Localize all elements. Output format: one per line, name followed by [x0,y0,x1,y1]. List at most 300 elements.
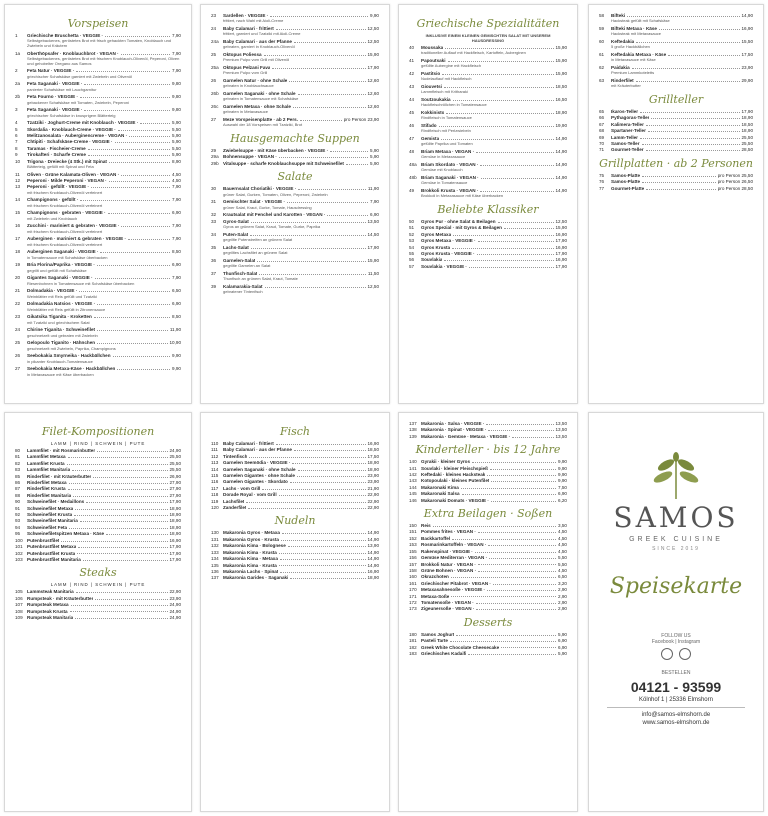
leader-dots [298,467,366,471]
leader-dots [450,638,556,642]
leader-dots [488,542,556,546]
leader-dots [298,91,366,95]
item-price: 26,90 [169,473,181,479]
leader-dots [251,219,366,223]
item-description: mit frischem Knoblauch-Olivenöl verfeinert [27,241,103,247]
item-price: 7,90 [172,223,181,229]
item-description: Weinblätter mit Reis gefüllt in Zitronensauce [27,306,106,312]
item-price: 8,50 [172,314,181,320]
item-number: 3 [15,107,18,113]
item-number: 151 [409,529,417,535]
item-price: 7,90 [172,236,181,242]
item-description: Selbstgebackenes, geröstetes Brot mit frischem Knoblauch-Olivenöl, Peperoni, Oliven und gehobelter Oregano aus Samos [27,56,180,66]
menu-item [15,107,181,112]
item-price: 9,90 [558,472,567,478]
item-price: 6,90 [558,644,567,650]
item-number: 24 [211,26,217,31]
item-name: Gikatsika Tiganita · Kroketten [27,314,92,320]
item-name: Taramas · Fischeier-Creme [27,145,86,151]
item-description: Hacksteak gefüllt mit Schafskäse [611,18,670,24]
item-price: 21,90 [367,485,379,491]
section-title-filet: Filet-Kompositionen [41,425,155,438]
menu-item [211,467,379,472]
item-number: 150 [409,523,417,529]
menu-item [409,638,567,643]
item-name: Pasteli Tarte [421,638,448,644]
item-price: 17,90 [169,499,181,505]
item-price: 7,90 [172,275,181,281]
menu-item [15,486,181,491]
leader-dots [478,568,556,572]
item-name: Peperoni · gefüllt · VEGGIE · [27,184,90,190]
leader-dots [77,551,167,555]
item-name: Rumpsteak Krusta [27,608,68,614]
item-price: 12,60 [367,78,379,83]
section-title-salate: Salate [277,170,313,184]
item-name: Lachsfilet [223,498,245,504]
item-number: 114 [211,466,219,472]
leader-dots [74,512,167,516]
item-number: 92 [15,512,21,518]
menu-item [15,512,181,517]
leader-dots [80,518,168,522]
leader-dots [472,459,556,463]
item-name: Gyros Metaxa · VEGGIE · [421,238,476,244]
item-number: 140 [409,459,417,465]
leader-dots [68,454,168,458]
leader-dots [84,81,170,85]
menu-item [409,651,567,656]
menu-item [409,466,567,471]
item-name: Champignons · gebraten · VEGGIE · [27,210,106,216]
item-description: gebraten in Metaxasauce [223,109,268,115]
item-price: 15,90 [555,45,567,50]
menu-item [599,179,753,184]
item-name: Schweinefilet · Medaillons [27,499,85,505]
leader-dots [257,258,365,262]
item-price: 14,90 [555,149,567,154]
item-number: 29 [211,148,217,153]
item-price: 12,60 [367,91,379,96]
item-number: 4 [15,120,18,126]
facebook-icon[interactable] [661,648,673,660]
leader-dots [488,427,553,431]
item-name: Dolmadakia Natsios · VEGGIE · [27,301,96,307]
item-name: Samos-Platte [611,172,641,178]
menu-item [409,529,567,534]
item-description: Rindfleisch in Tomatensauce [421,115,472,121]
item-name: Ikaros-Teller [611,109,638,114]
item-number: 83 [15,467,21,473]
phone-number[interactable]: 04121 - 93599 [630,679,722,695]
list-vorspeisen [15,33,181,377]
leader-dots [106,531,167,535]
leader-dots [280,556,366,560]
item-description: Riesenbohnen in Tomatensauce mit Schafskäse überbacken [27,280,135,286]
item-number: 25a [211,65,219,70]
item-name: Rinderfilet · mit Kräuterbutter [27,473,92,479]
item-name: Bauernsalat Choriatiki · VEGGIE · [223,186,297,192]
menu-item [211,563,379,568]
menu-item [15,133,181,138]
item-name: Puten-Salat [223,231,249,237]
item-price: 22,90 [367,498,379,504]
menu-item [409,257,567,262]
leader-dots [442,71,553,75]
menu-item [409,523,567,528]
item-number: 173 [409,606,417,612]
item-name: Makaronia Lachs · Spinat [223,568,279,574]
item-price: 12,50 [555,219,567,224]
item-number: 42 [409,71,415,76]
list-seafood [211,13,379,128]
menu-item [409,427,567,432]
item-number: 15 [15,210,21,216]
item-number: 81 [15,454,21,460]
menu-item [211,537,379,542]
menu-item [211,492,379,497]
item-number: 111 [211,447,218,453]
item-name: Tintenfisch [223,453,248,459]
list-classics [409,219,567,269]
item-price: 12,60 [367,104,379,109]
list-desserts [409,632,567,657]
section-title-kinderteller: Kinderteller · bis 12 Jahre [415,443,561,457]
leader-dots [117,366,170,370]
item-price: 2,90 [558,593,567,599]
email-link[interactable]: info@samos-elmshorn.de [641,712,711,718]
item-name: Pythagoras-Teller [611,115,650,121]
item-number: 157 [409,561,417,567]
list-steaks [15,589,181,620]
social-icons [599,648,753,660]
item-number: 146 [409,497,417,503]
item-price: 14,90 [367,536,379,542]
item-price: pro Person 26,50 [717,179,753,185]
item-number: 113 [211,460,219,466]
item-number: 118 [211,492,219,498]
item-number: 23 [211,13,217,18]
menu-item [599,186,753,191]
item-name: Makaronia Gyros · Krusta [223,536,279,542]
leader-dots [128,236,170,240]
address: Kölnhof 1 | 25336 Elmshorn [639,697,713,703]
item-price: 7,50 [558,484,567,490]
item-number: 105 [15,589,23,595]
item-name: Garnelen Saganaki · ohne Schale [223,466,296,472]
item-number: 31 [211,199,217,205]
item-name: Feta Saganaki · VEGGIE · [27,81,83,87]
item-price: 18,90 [169,512,181,518]
item-price: pro Person 23,90 [343,117,379,122]
item-name: Seebokakia Metaxa-Käse · Hackbällchen [27,366,116,372]
item-number: 37 [211,270,217,276]
item-number: 9 [15,152,18,158]
menu-item [409,645,567,650]
item-number: 135 [211,562,219,568]
item-price: 4,50 [558,548,567,554]
item-price: 5,90 [370,160,379,166]
item-number: 8 [15,145,18,151]
item-name: Auberginen Saganaki · VEGGIE · [27,249,99,255]
item-name: Rinderfilet [611,78,634,83]
item-number: 102 [15,550,23,556]
item-price: 12,50 [367,26,379,31]
item-number: 48b [409,175,417,180]
menu-item [409,245,567,250]
web-link[interactable]: www.samos-elmshorn.de [642,720,710,726]
item-number: 27 [15,366,21,372]
leader-dots [486,421,553,425]
leader-dots [642,173,716,177]
item-price: 16,90 [169,537,181,543]
item-price: 16,90 [367,441,379,446]
item-name: Keftedakia Metaxa · Käse [611,52,667,57]
item-price: 18,50 [741,121,753,127]
item-number: 26 [15,353,21,359]
item-name: Rinderfilet Krusta [27,486,66,492]
leader-dots [451,594,556,598]
item-price: 3,50 [558,523,567,529]
leader-dots [75,615,167,619]
section-title-spezialitaeten: Griechische Spezialitäten [416,17,560,30]
item-name: Rakenspinat · VEGGIE · [421,548,473,554]
item-name: Sardellen · VEGGIE · [223,13,269,18]
leader-dots [646,186,716,190]
leader-dots [246,499,365,503]
item-number: 30 [211,186,217,192]
menu-item [211,441,379,446]
menu-item [409,600,567,605]
leader-dots [248,505,365,509]
divider [607,707,745,708]
list-specialties [409,45,567,199]
leader-dots [451,574,556,578]
item-name: Kotopoulaki · kleines Putenfilet [421,478,490,484]
item-name: Pastitsio [421,71,441,76]
item-name: Kokkinisto [421,110,445,115]
section-title-steaks: Steaks [79,566,117,580]
follow-label: FOLLOW US [661,633,691,639]
menu-item [15,493,181,498]
item-number: 119 [211,498,219,504]
item-name: Garnelen Gigantes · ohne Schale [223,473,295,479]
leader-dots [493,581,556,585]
leader-dots [452,536,556,540]
leader-dots [68,486,168,490]
leader-dots [512,434,553,438]
item-price: 18,90 [169,531,181,537]
menu-item [211,186,379,191]
menu-item [15,557,181,562]
menu-item [15,499,181,504]
item-name: Gyros Spezial · mit Gyros & Beilagen [421,225,502,231]
item-number: 1 [15,33,18,38]
menu-item [599,147,753,152]
leader-dots [71,602,168,606]
menu-item [409,225,567,230]
menu-item [15,127,181,132]
leader-dots [76,589,168,593]
menu-item [409,555,567,560]
item-description: mit Tzatziki und griechischem Salat [27,319,90,325]
leader-dots [446,110,553,114]
leader-dots [262,486,365,490]
leader-dots [251,245,366,249]
item-number: 143 [409,478,417,484]
item-name: Metaxasahnesoße · VEGGIE · [421,587,486,593]
item-number: 5 [15,126,18,132]
list-salads [211,186,379,294]
item-price: 14,90 [367,556,379,562]
item-price: 17,90 [555,238,567,244]
item-price: 18,90 [169,524,181,530]
item-number: 112 [211,453,219,459]
item-price: 6,90 [172,262,181,268]
item-price: 5,90 [370,154,379,160]
leader-dots [640,109,740,113]
leader-dots [289,78,365,82]
leader-dots [648,128,740,132]
menu-item [15,152,181,157]
item-price: 10,90 [169,340,181,346]
item-number: 47 [409,136,415,141]
item-name: Champignons · gefüllt · [27,197,79,203]
item-price: 17,50 [367,453,379,459]
item-price: 4,50 [172,171,181,177]
leader-dots [109,159,170,163]
item-number: 33 [211,218,217,224]
item-name: Seebokakia Smyrneika · Hackbällchen [27,353,111,359]
leader-dots [300,117,342,121]
item-name: Lammfilet Metaxa [27,454,66,460]
leader-dots [93,474,167,478]
item-name: Makaronia · Salsa · VEGGIE · [421,421,485,426]
leader-dots [480,188,553,192]
leader-dots [121,223,170,227]
panel-filet [4,412,192,812]
item-price: 18,50 [555,84,567,89]
item-number: 26c [211,104,219,109]
item-number: 45 [409,110,415,115]
leader-dots [118,127,170,131]
item-number: 130 [211,530,219,536]
menu-item [15,139,181,144]
menu-item [211,460,379,465]
leader-dots [88,152,170,156]
item-number: 88 [15,492,21,498]
item-price: 25,50 [169,454,181,460]
leader-dots [288,543,366,547]
item-price: 24,90 [169,448,181,453]
item-name: Rumpsteak Metaxa [27,602,69,608]
item-number: 131 [211,536,219,542]
item-number: 22 [15,301,21,307]
item-name: Makaronia Kima · Krusta [223,562,277,568]
item-number: 115 [211,473,219,479]
item-name: Souvlakia · VEGGIE · [421,263,467,269]
item-name: Rosmarinkartoffeln · VEGAN · [421,542,487,548]
item-price: pro Person 25,50 [717,172,753,178]
item-price: 17,90 [367,65,379,70]
item-name: Makaronia Garides · Saganaki [223,575,289,581]
leader-dots [129,133,170,137]
item-name: Rumpsteak · mit Kräuterbutter [27,595,94,601]
item-price: 27,90 [169,480,181,486]
item-price: 14,90 [741,13,753,18]
menu-item [409,574,567,579]
leader-dots [487,472,556,476]
item-description: gebraten, garniert in Knoblauch-Olivenöl [223,44,295,50]
item-name: Schweinefilet Feta [27,524,68,530]
item-number: 20 [15,275,21,281]
item-price: 16,50 [555,97,567,102]
item-price: 11,90 [367,186,379,192]
item-price: 9,90 [558,478,567,484]
menu-item [211,569,379,574]
leader-dots [249,454,365,458]
item-number: 14 [15,197,21,203]
leader-dots [292,460,365,464]
item-name: Zanderfilet [223,505,247,511]
leader-dots [290,575,365,579]
item-name: Zucchini · mariniert & gebraten · VEGGIE · [27,223,120,229]
item-name: Peperoni · Milde Peperoni · VEGAN · [27,178,107,184]
panel-kids-extras-desserts [398,412,578,812]
leader-dots [264,52,366,56]
item-price: 17,90 [741,109,753,114]
leader-dots [346,161,368,165]
leader-dots [478,238,554,242]
leader-dots [88,146,170,150]
item-description: Gemüse mit Knoblauch [421,167,463,173]
item-name: Briam Saganaki · VEGAN · [421,175,479,180]
item-number: 26 [211,78,217,83]
item-number: 82 [15,460,21,466]
social-links[interactable]: Facebook | Instagram [651,639,701,645]
leader-dots [279,492,366,496]
item-description: gefüllte Aubergine mit Hackfleisch [421,63,482,69]
item-number: 51 [409,225,415,231]
item-name: Gourmet-Teller [611,147,644,153]
leader-dots [287,199,368,203]
leader-dots [453,232,553,236]
item-name: Greek White Chocolate Cheesecake [421,644,500,650]
item-price: 4,50 [172,178,181,184]
item-price: 18,90 [169,505,181,511]
item-name: Gemischter Salat · VEGGIE · [223,199,286,205]
instagram-icon[interactable] [679,648,691,660]
item-name: Gyros Metaxa [421,231,452,237]
item-name: Samos-Platte [611,179,641,185]
item-name: Chirine Tiganita · Schweinefilet [27,327,96,333]
leader-dots [478,529,556,533]
item-price: 9,80 [172,107,181,113]
item-name: Baby Calamari · aus der Pfanne [223,447,292,453]
menu-item [15,81,181,86]
item-name: Bria Florina/Paprika · VEGGIE · [27,262,95,268]
item-number: 11 [15,171,20,177]
item-number: 91 [15,505,21,511]
item-description: Weinblätter mit Reis gefüllt und Tzatziki [27,293,97,299]
item-name: Giouvetsi [421,84,442,89]
order-label: BESTELLEN [661,670,691,676]
item-name: Gyros Krusta [421,244,451,250]
item-price: 16,90 [555,244,567,250]
leader-dots [632,65,740,69]
leader-dots [121,172,170,176]
item-name: Garnelen Metaxa · ohne Schale [223,104,291,109]
